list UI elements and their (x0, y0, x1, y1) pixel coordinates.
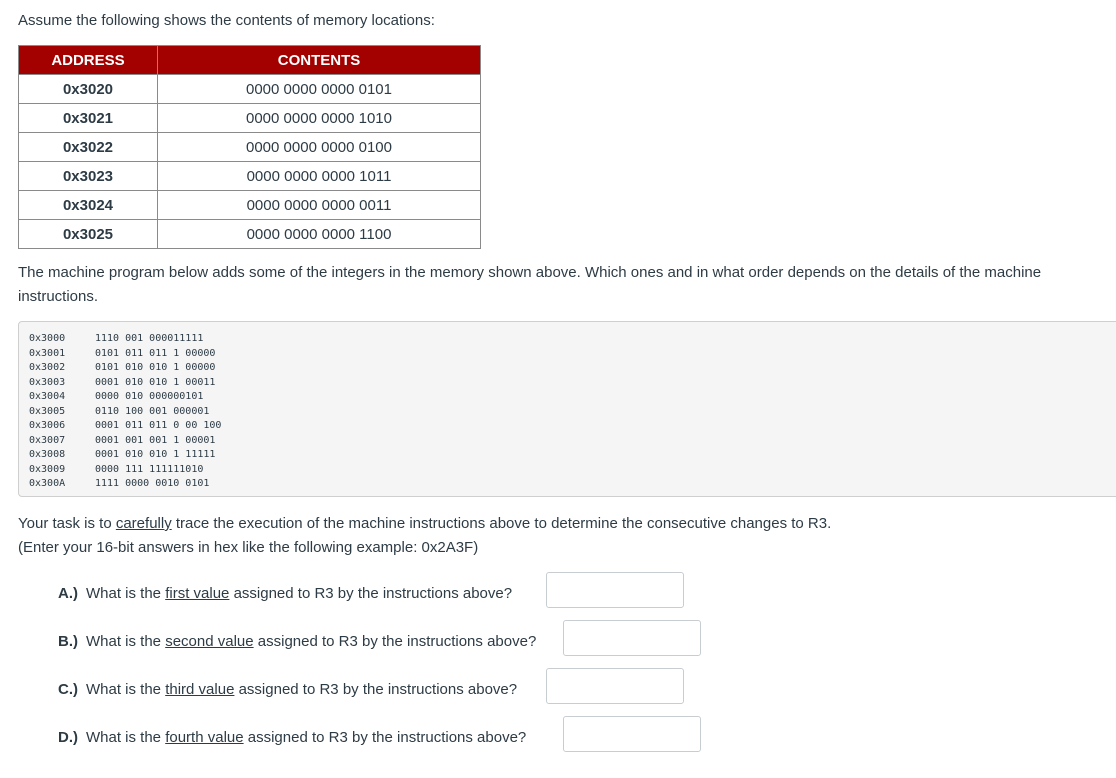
code-line (29, 477, 209, 491)
code-address: 0x3003 (29, 376, 66, 388)
code-line (29, 463, 203, 477)
question-text-pre: What is the (86, 681, 166, 698)
question-text-emphasis: third value (165, 681, 235, 698)
code-instruction: 1111 0000 0010 0101 (95, 478, 210, 489)
code-line (29, 390, 203, 404)
question-text-emphasis: fourth value (165, 729, 244, 746)
code-address: 0x3006 (29, 420, 66, 431)
question-d (58, 728, 526, 748)
address-cell: 0x3022 (19, 133, 158, 162)
code-address: 0x3005 (29, 405, 66, 417)
question-a (58, 584, 512, 604)
memory-table (18, 45, 481, 249)
question-text-emphasis: first value (165, 585, 230, 602)
address-cell: 0x3024 (19, 191, 158, 220)
code-instruction: 0110 100 001 000001 (95, 405, 210, 417)
code-line (29, 361, 215, 375)
question-text-pre: What is the (86, 585, 166, 602)
code-instruction: 0001 010 010 1 00011 (95, 376, 216, 388)
question-b (58, 632, 536, 652)
task-line-1 (18, 512, 831, 536)
code-line (29, 419, 221, 433)
code-instruction: 0000 111 111111010 (95, 463, 204, 475)
question-text-pre: What is the (86, 633, 166, 650)
table-row (19, 75, 481, 104)
question-label: C.) (58, 681, 78, 698)
address-cell: 0x3021 (19, 104, 158, 133)
task-text-post: trace the execution of the machine instructions above to determine the consecutive changes to R3. (171, 515, 832, 532)
code-address: 0x3000 (29, 333, 66, 344)
code-instruction: 0001 011 011 0 00 100 (95, 420, 222, 431)
code-address: 0x3001 (29, 347, 66, 359)
question-text-post: assigned to R3 by the instructions above? (234, 681, 518, 698)
answer-b-input[interactable] (563, 620, 701, 656)
question-text-post: assigned to R3 by the instructions above? (229, 585, 513, 602)
contents-cell: 0000 0000 0000 1100 (158, 220, 481, 249)
contents-cell: 0000 0000 0000 0101 (158, 75, 481, 104)
intro-text: Assume the following shows the contents of memory locations: (18, 12, 435, 29)
question-c (58, 680, 517, 700)
question-text-post: assigned to R3 by the instructions above? (253, 633, 537, 650)
table-row (19, 191, 481, 220)
contents-cell: 0000 0000 0000 0011 (158, 191, 481, 220)
question-text-pre: What is the (86, 729, 166, 746)
answer-a-input[interactable] (546, 572, 684, 608)
answer-d-input[interactable] (563, 716, 701, 752)
table-row (19, 162, 481, 191)
code-address: 0x300A (29, 478, 66, 489)
table-row (19, 104, 481, 133)
question-label: A.) (58, 585, 78, 602)
table-row (19, 133, 481, 162)
code-address: 0x3002 (29, 362, 66, 373)
code-line (29, 448, 215, 462)
table-row (19, 220, 481, 249)
code-instruction: 0001 001 001 1 00001 (95, 434, 216, 446)
task-text-emphasis: carefully (115, 515, 172, 532)
code-address: 0x3007 (29, 434, 66, 446)
question-label: B.) (58, 633, 78, 650)
task-instructions (18, 512, 831, 560)
contents-cell: 0000 0000 0000 1010 (158, 104, 481, 133)
code-instruction: 0001 010 010 1 11111 (95, 449, 216, 460)
code-instruction: 1110 001 000011111 (95, 333, 204, 344)
table-header-row (19, 46, 481, 75)
answer-c-input[interactable] (546, 668, 684, 704)
code-address: 0x3009 (29, 463, 66, 475)
address-cell: 0x3025 (19, 220, 158, 249)
question-text-emphasis: second value (165, 633, 254, 650)
question-label: D.) (58, 729, 78, 746)
code-line (29, 434, 215, 448)
code-block (18, 321, 1116, 497)
code-instruction: 0000 010 000000101 (95, 391, 204, 402)
task-text-pre: Your task is to (18, 515, 116, 532)
header-contents: CONTENTS (158, 46, 481, 75)
code-line (29, 332, 203, 346)
contents-cell: 0000 0000 0000 0100 (158, 133, 481, 162)
code-line (29, 347, 215, 361)
code-instruction: 0101 010 010 1 00000 (95, 362, 216, 373)
address-cell: 0x3020 (19, 75, 158, 104)
question-text-post: assigned to R3 by the instructions above? (243, 729, 527, 746)
task-line-2: (Enter your 16-bit answers in hex like the following example: 0x2A3F) (18, 539, 479, 556)
code-instruction: 0101 011 011 1 00000 (95, 347, 216, 359)
code-line (29, 376, 215, 390)
address-cell: 0x3023 (19, 162, 158, 191)
code-address: 0x3008 (29, 449, 66, 460)
code-address: 0x3004 (29, 391, 66, 402)
header-address: ADDRESS (19, 46, 158, 75)
contents-cell: 0000 0000 0000 1011 (158, 162, 481, 191)
code-line (29, 405, 209, 419)
program-description: The machine program below adds some of the integers in the memory shown above. Which ones and in what order depends on the details of the machine instructions. (18, 264, 1042, 305)
